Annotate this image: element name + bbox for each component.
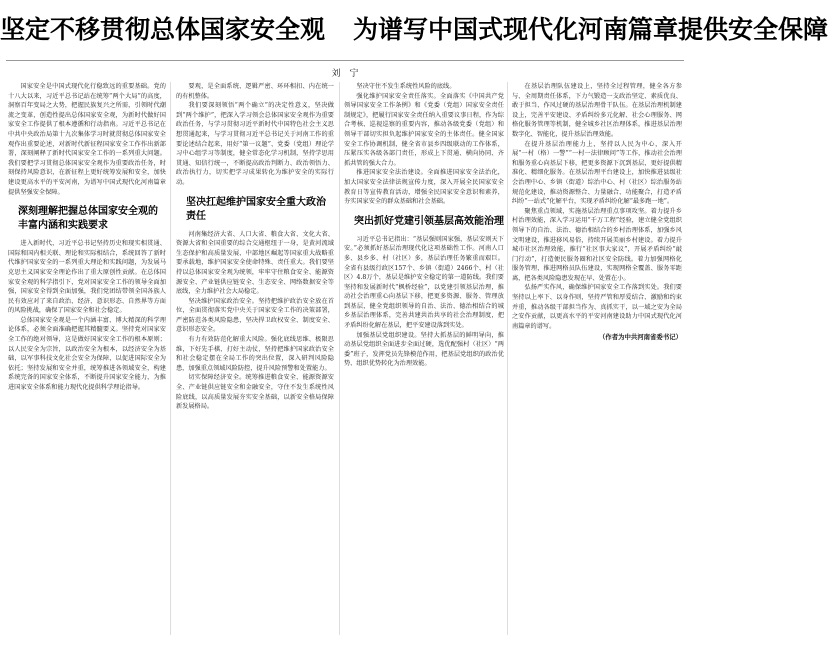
section-heading-1: 深刻理解把握总体国家安全观的丰富内涵和实践要求 — [18, 206, 158, 232]
paragraph: 河南集经济大省、人口大省、粮食大省、文化大省、资源大省和全国重要的综合交通枢纽于一身，是黄河流域生态保护和高质量发展、中部地区崛起等国家重大战略重要承载地，维护国家安全使命特殊、责任重大。我们要坚持以总体国家安全观为统领，牢牢守住粮食安全、能源资源安全、产业链供应链安全、生态安全、网络数据安全等底线，全力维护社会大局稳定。 — [176, 230, 334, 296]
page-title — [0, 10, 828, 50]
page-title-right: 为谱写中国式现代化河南篇章提供安全保障 — [353, 15, 828, 44]
paragraph: 推进国家安全法治建设。全面推进国家安全法治化，加大国家安全法律法规宣传力度，深入开展全民国家安全教育日等宣传教育活动，增强全民国家安全意识和素养，夯实国家安全的群众基础和社会基础。 — [344, 169, 504, 206]
paragraph: 坚决维护国家政治安全。坚持把维护政治安全放在首位，全面贯彻落实党中央关于国家安全工作的决策部署，严密防范各类风险隐患，坚决捍卫政权安全、制度安全、意识形态安全。 — [176, 297, 334, 334]
article-column-1 — [8, 82, 166, 637]
paragraph: 强化维护国家安全责任落实。全面落实《中国共产党领导国家安全工作条例》和《党委（党组）国家安全责任制规定》，把履行国家安全责任纳入重要议事日程，作为综合考核、巡视巡察的重要内容，推动各级党委（党组）和领导干部切实担负起维护国家安全的主体责任。健全国家安全工作协调机制，健全省市县乡四级联动的工作体系，压紧压实各级各部门责任，形成上下贯通、横向协同、齐抓共管的强大合力。 — [344, 92, 504, 167]
article-column-3 — [344, 82, 504, 637]
paragraph: 坚决守住不发生系统性风险的底线。 — [356, 83, 456, 90]
paragraph: 聚焦重点领域，实施基层治理重点事项攻坚。着力提升乡村治理效能，深入学习运用“千万工程”经验，建立健全党组织领导下的自治、法治、德治相结合的乡村治理体系，加强乡风文明建设，推进移风易俗，持续开展美丽乡村建设。着力提升城市社区治理效能，推行“社区事大家议”，开展矛盾纠纷“敲门行动”，打造便民服务圈和社区安全防线。着力加强网格化服务管理，推进网格员队伍建设，实现网格全覆盖、服务零距离，把各类风险隐患发现在早、处置在小。 — [512, 207, 682, 282]
column-divider — [170, 82, 171, 635]
paragraph: 弘扬严实作风，确保维护国家安全工作落到实处。我们要坚持以上率下、以身作则，坚持严管和厚爱结合、激励和约束并重，推动各级干部担当作为、真抓实干，以一域之安为全局之安作贡献，以更高水平的平安河南建设助力中国式现代化河南篇章的谱写。 — [512, 284, 682, 330]
title-divider — [6, 60, 684, 61]
paragraph: 国家安全是中国式现代化行稳致远的重要基础。党的十八大以来，习近平总书记站在统筹“两个大局”的高度，洞察百年变局之大势，把握民族复兴之所需，引领时代潮流之变革，创造性提出总体国家安全观，为新时代做好国家安全工作提供了根本遵循和行动指南。习近平总书记在中共中央政治局第十九次集体学习时就贯彻总体国家安全观作出重要论述，对新时代新征程国家安全工作作出新部署，深刻阐释了新时代国家安全工作的一系列重大问题。我们要把学习贯彻总体国家安全观作为重要政治任务，时刻保持风险意识，在新征程上更好统筹发展和安全，加快建设更高水平的平安河南，为谱写中国式现代化河南篇章提供坚强安全保障。 — [8, 83, 166, 196]
section-heading-3: 突出抓好党建引领基层高效能治理 — [354, 215, 504, 227]
paragraph: 有力有效防范化解重大风险。强化底线思维、极限思维，下好先手棋、打好主动仗，坚持把维护国家政治安全和社会稳定摆在全局工作的突出位置，深入研判风险隐患，加强重点领域风险防控，提升风险预警和处置能力。 — [176, 336, 334, 372]
page-title-left: 坚定不移贯彻总体国家安全观 — [0, 15, 326, 44]
paragraph: 进入新时代，习近平总书记坚持历史和现实相贯通、国际和国内相关联、理论和实际相结合，系统回答了新时代维护国家安全的一系列重大理论和实践问题，为发展马克思主义国家安全理论作出了重大原创性贡献。在总体国家安全观的科学指引下，党对国家安全工作的领导全面加强，国家安全得到全面加强，我们党团结带领全国各族人民有效应对了来自政治、经济、意识形态、自然界等方面的风险挑战，确保了国家安全和社会稳定。 — [8, 240, 166, 315]
section-heading-2: 坚决扛起维护国家安全重大政治责任 — [186, 196, 326, 222]
paragraph: 我们要深刻领悟“两个确立”的决定性意义，坚决做到“两个维护”，把深入学习领会总体国家安全观作为重要政治任务，与学习贯彻习近平新时代中国特色社会主义思想贯通起来，与学习贯彻习近平总书记关于河南工作的重要论述结合起来，用好“第一议题”、党委（党组）理论学习中心组学习等制度，健全常态化学习机制，坚持学思用贯通、知信行统一，不断提高政治判断力、政治领悟力、政治执行力，切实把学习成果转化为维护安全的实际行动。 — [176, 102, 334, 186]
paragraph: 加强基层党组织建设。坚持大抓基层的鲜明导向，推动基层党组织全面进步全面过硬，选优配强村（社区）“两委”班子，发挥党员先锋模范作用，把基层党组织的政治优势、组织优势转化为治理效能。 — [344, 331, 504, 368]
paragraph: 在提升基层治理能力上，坚持以人民为中心，深入开展“一村（格）一警”“一村一法律顾问”等工作，推动社会治理和服务重心向基层下移，把更多资源下沉到基层，更好提供精准化、精细化服务。在基层治理平台建设上，加快推进县级社会治理中心、乡镇（街道）综治中心、村（社区）综治服务站规范化建设，推动资源整合、力量融合、功能聚合，打造矛盾纠纷“一站式”化解平台，实现矛盾纠纷化解“最多跑一地”。 — [512, 140, 682, 206]
paragraph: 习近平总书记指出：“基层强则国家强，基层安则天下安。”必须抓好基层治理现代化这项基础性工作。河南人口多、县乡多、村（社区）多，基层治理任务繁重而艰巨。全省有县级行政区157个、乡镇（街道）2466个、村（社区）4.8万个，基层是维护安全稳定的第一道防线。我们要坚持和发展新时代“枫桥经验”，以党建引领基层治理，推动社会治理重心向基层下移，把更多资源、服务、管理放到基层，健全党组织领导的自治、法治、德治相结合的城乡基层治理体系，完善共建共治共享的社会治理制度，把矛盾纠纷化解在基层，把平安建设落到实处。 — [344, 235, 504, 330]
author-note: （作者为中共河南省委书记） — [598, 333, 682, 342]
article-column-4 — [512, 82, 682, 637]
paragraph: 要观，是全面系统、逻辑严密、环环相扣、内在统一的有机整体。 — [176, 83, 334, 100]
paragraph: 在基层治理队伍建设上，坚持全过程管理，健全各方参与、全周期责任体系，下力气锻造一支政治坚定、素质优良、敢于担当、作风过硬的基层治理骨干队伍。在基层治理机制建设上，完善平安建设、矛盾纠纷多元化解、社会心理服务、网格化服务管理等机制，健全城乡社区治理体系，推进基层治理数字化、智能化，提升基层治理效能。 — [512, 83, 682, 138]
column-divider — [339, 82, 340, 635]
column-divider — [507, 82, 508, 635]
article-column-2 — [176, 82, 334, 637]
paragraph: 总体国家安全观是一个内涵丰富、博大精深的科学理论体系，必须全面准确把握其精髓要义。坚持党对国家安全工作的绝对领导，这是做好国家安全工作的根本原则；以人民安全为宗旨，以政治安全为根本，以经济安全为基础，以军事科技文化社会安全为保障，以促进国际安全为依托；坚持发展和安全并重，统筹推进各领域安全，构建系统完备的国家安全体系，不断提升国家安全能力，为推进国家安全体系和能力现代化提供科学理论指导。 — [8, 316, 166, 392]
paragraph: 切实保障经济安全。统筹推进粮食安全、能源资源安全、产业链供应链安全和金融安全，守住不发生系统性风险底线，以高质量发展夯实安全基础，以新安全格局保障新发展格局。 — [176, 374, 334, 411]
author-byline: 刘 宁 — [331, 69, 359, 79]
